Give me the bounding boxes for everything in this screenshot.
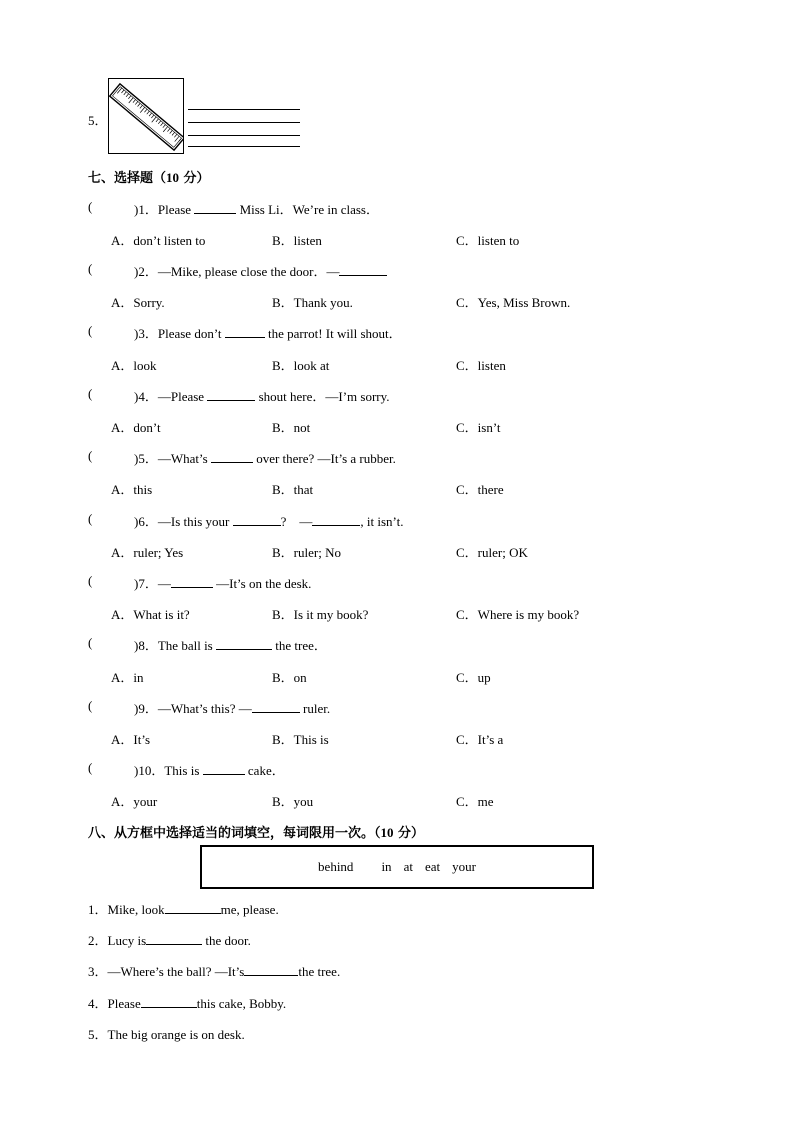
option-b[interactable]: B．not xyxy=(272,420,311,435)
option-a[interactable]: A．look xyxy=(111,358,157,373)
question-number: 8． xyxy=(138,638,158,653)
question-stem: the tree． xyxy=(272,638,327,653)
question-stem: Please xyxy=(157,202,195,217)
question-stem: —It’s on the desk. xyxy=(212,576,312,591)
option-a[interactable]: A．What is it? xyxy=(111,607,190,622)
option-c[interactable]: C．up xyxy=(456,670,491,685)
answer-bracket[interactable] xyxy=(88,511,132,527)
item-number: 1． xyxy=(88,902,108,917)
question-text xyxy=(134,448,396,467)
answer-blank[interactable] xyxy=(194,201,236,214)
answer-options xyxy=(111,292,711,310)
answer-options xyxy=(111,355,711,373)
option-b[interactable]: B．This is xyxy=(272,732,329,747)
sentence-text: —Where’s the ball? —It’s xyxy=(107,964,245,979)
option-b[interactable]: B．that xyxy=(272,482,314,497)
option-b[interactable]: B．you xyxy=(272,794,314,809)
ruler-icon xyxy=(109,79,184,154)
close-paren: ) xyxy=(134,576,139,591)
answer-blank[interactable] xyxy=(146,932,202,945)
section-8-title: 八、从方框中选择适当的词填空，每词限用一次。（10 分） xyxy=(88,825,425,841)
question-stem: , it isn’t. xyxy=(360,514,404,529)
question-text xyxy=(134,698,330,717)
option-c[interactable]: C．me xyxy=(456,794,494,809)
question-text xyxy=(134,573,311,592)
question-stem: over there? —It’s a rubber. xyxy=(252,451,396,466)
sentence-text: Mike, look xyxy=(107,902,165,917)
open-paren: ( xyxy=(88,448,93,463)
option-a[interactable]: A．It’s xyxy=(111,732,151,747)
close-paren: ) xyxy=(134,202,139,217)
question-row xyxy=(88,261,340,279)
question-stem: —Mike, please close the door．— xyxy=(157,264,340,279)
option-c[interactable]: C．there xyxy=(456,482,504,497)
fill-item xyxy=(88,1024,245,1043)
answer-bracket[interactable] xyxy=(88,323,132,339)
ruler-picture-frame xyxy=(108,78,184,154)
question-number: 9． xyxy=(138,701,158,716)
answer-options xyxy=(111,729,711,747)
sentence-text: me, please. xyxy=(220,902,279,917)
sentence-text: the door. xyxy=(202,933,251,948)
answer-options xyxy=(111,604,711,622)
question-stem: —What’s xyxy=(157,451,211,466)
answer-bracket[interactable] xyxy=(88,386,132,402)
question-row xyxy=(88,323,402,341)
open-paren: ( xyxy=(88,573,93,588)
answer-bracket[interactable] xyxy=(88,760,132,776)
word-bank-word: eat xyxy=(424,859,441,874)
answer-blank[interactable] xyxy=(203,762,245,775)
option-a[interactable]: A．ruler; Yes xyxy=(111,545,184,560)
question-row xyxy=(88,573,312,591)
open-paren: ( xyxy=(88,511,93,526)
word-bank-word: behind xyxy=(318,859,354,874)
question-text xyxy=(134,386,390,405)
answer-options xyxy=(111,479,711,497)
close-paren: ) xyxy=(134,701,139,716)
answer-blank[interactable] xyxy=(339,263,387,276)
sentence-text: desk. xyxy=(217,1027,245,1042)
item-number: 5． xyxy=(88,1027,108,1042)
answer-options xyxy=(111,791,711,809)
answer-blank[interactable] xyxy=(233,513,281,526)
answer-options xyxy=(111,667,711,685)
question-stem: Miss Li．We’re in class． xyxy=(236,202,379,217)
option-c[interactable]: C．Yes, Miss Brown. xyxy=(456,295,571,310)
question-stem: The ball is xyxy=(157,638,216,653)
question-stem: Please don’t xyxy=(157,326,225,341)
sentence-text: The big orange is on xyxy=(107,1027,218,1042)
question-number: 7． xyxy=(138,576,158,591)
answer-blank[interactable] xyxy=(171,575,213,588)
answer-blank[interactable] xyxy=(141,995,197,1008)
answer-blank[interactable] xyxy=(244,963,298,976)
option-b[interactable]: B．Is it my book? xyxy=(272,607,369,622)
word-bank-box xyxy=(200,845,594,889)
sentence-text: this cake, Bobby. xyxy=(196,996,287,1011)
word-bank-word: in xyxy=(381,859,392,874)
answer-bracket[interactable] xyxy=(88,635,132,651)
fill-item xyxy=(88,899,279,918)
question-stem: This is xyxy=(164,763,203,778)
question-stem: shout here．—I’m sorry. xyxy=(255,389,390,404)
answer-options xyxy=(111,417,711,435)
question-row xyxy=(88,386,390,404)
close-paren: ) xyxy=(134,514,139,529)
answer-bracket[interactable] xyxy=(88,199,132,215)
open-paren: ( xyxy=(88,760,93,775)
question-stem: ? — xyxy=(280,514,313,529)
answer-blank[interactable] xyxy=(312,513,360,526)
question-stem: ruler. xyxy=(299,701,331,716)
question-row xyxy=(88,511,404,529)
item-number: 4． xyxy=(88,996,108,1011)
option-c[interactable]: C．It’s a xyxy=(456,732,504,747)
option-a[interactable]: A．this xyxy=(111,482,153,497)
answer-options xyxy=(111,230,711,248)
section-7-title: 七、选择题（10 分） xyxy=(88,170,210,186)
answer-blank[interactable] xyxy=(165,901,221,914)
option-a[interactable]: A．don’t listen to xyxy=(111,233,206,248)
answer-blank[interactable] xyxy=(211,450,253,463)
open-paren: ( xyxy=(88,323,93,338)
item-number: 3． xyxy=(88,964,108,979)
answer-options xyxy=(111,542,711,560)
answer-bracket[interactable] xyxy=(88,698,132,714)
question-stem: cake． xyxy=(244,763,285,778)
word-bank-word: at xyxy=(403,859,413,874)
question-row xyxy=(88,199,379,217)
question-stem: the parrot! It will shout． xyxy=(264,326,402,341)
answer-line[interactable] xyxy=(188,136,300,147)
option-a[interactable]: A．Sorry. xyxy=(111,295,165,310)
question-text xyxy=(134,261,387,280)
question-stem: —What’s this? — xyxy=(157,701,252,716)
question-row xyxy=(88,635,327,653)
question-text xyxy=(134,635,327,654)
question-text xyxy=(134,323,402,342)
answer-lines[interactable] xyxy=(188,97,300,147)
word-bank-word: your xyxy=(452,859,476,874)
close-paren: ) xyxy=(134,389,139,404)
question-row xyxy=(88,760,285,778)
option-a[interactable]: A．don’t xyxy=(111,420,161,435)
sentence-text: Lucy is xyxy=(107,933,147,948)
open-paren: ( xyxy=(88,635,93,650)
sentence-text: the tree. xyxy=(298,964,341,979)
question-text xyxy=(134,511,404,530)
question-number: 6． xyxy=(138,514,158,529)
close-paren: ) xyxy=(134,638,139,653)
question-text xyxy=(134,760,285,779)
answer-blank[interactable] xyxy=(207,388,255,401)
option-a[interactable]: A．in xyxy=(111,670,144,685)
question-number: 2． xyxy=(138,264,158,279)
answer-line[interactable] xyxy=(188,123,300,136)
answer-bracket[interactable] xyxy=(88,573,132,589)
answer-blank[interactable] xyxy=(252,700,300,713)
question-stem: —Please xyxy=(157,389,208,404)
question-row xyxy=(88,698,331,716)
option-b[interactable]: B．on xyxy=(272,670,307,685)
question-row xyxy=(88,448,396,466)
answer-blank[interactable] xyxy=(225,325,265,338)
open-paren: ( xyxy=(88,698,93,713)
open-paren: ( xyxy=(88,261,93,276)
item-number: 2． xyxy=(88,933,108,948)
question-text xyxy=(134,199,379,218)
option-b[interactable]: B．look at xyxy=(272,358,330,373)
item-number: 5． xyxy=(88,113,108,128)
question-number: 3． xyxy=(138,326,158,341)
option-b[interactable]: B．ruler; No xyxy=(272,545,341,560)
option-c[interactable]: C．isn’t xyxy=(456,420,501,435)
answer-bracket[interactable] xyxy=(88,261,132,277)
question-stem: —Is this your xyxy=(157,514,233,529)
option-a[interactable]: A．your xyxy=(111,794,158,809)
close-paren: ) xyxy=(134,326,139,341)
answer-bracket[interactable] xyxy=(88,448,132,464)
question-number: 4． xyxy=(138,389,158,404)
open-paren: ( xyxy=(88,199,93,214)
fill-item xyxy=(88,993,286,1012)
answer-line[interactable] xyxy=(188,110,300,123)
close-paren: ) xyxy=(134,763,139,778)
close-paren: ) xyxy=(134,451,139,466)
option-c[interactable]: C．listen xyxy=(456,358,506,373)
option-c[interactable]: C．ruler; OK xyxy=(456,545,528,560)
option-b[interactable]: B．Thank you. xyxy=(272,295,353,310)
option-b[interactable]: B．listen xyxy=(272,233,322,248)
fill-item xyxy=(88,930,251,949)
open-paren: ( xyxy=(88,386,93,401)
question-number: 1． xyxy=(138,202,158,217)
question-stem: — xyxy=(157,576,171,591)
question-number: 5． xyxy=(138,451,158,466)
question-number: 10． xyxy=(138,763,165,778)
answer-line[interactable] xyxy=(188,97,300,110)
option-c[interactable]: C．Where is my book? xyxy=(456,607,580,622)
sentence-text: Please xyxy=(107,996,141,1011)
close-paren: ) xyxy=(134,264,139,279)
answer-blank[interactable] xyxy=(216,637,272,650)
option-c[interactable]: C．listen to xyxy=(456,233,520,248)
fill-item xyxy=(88,961,340,980)
